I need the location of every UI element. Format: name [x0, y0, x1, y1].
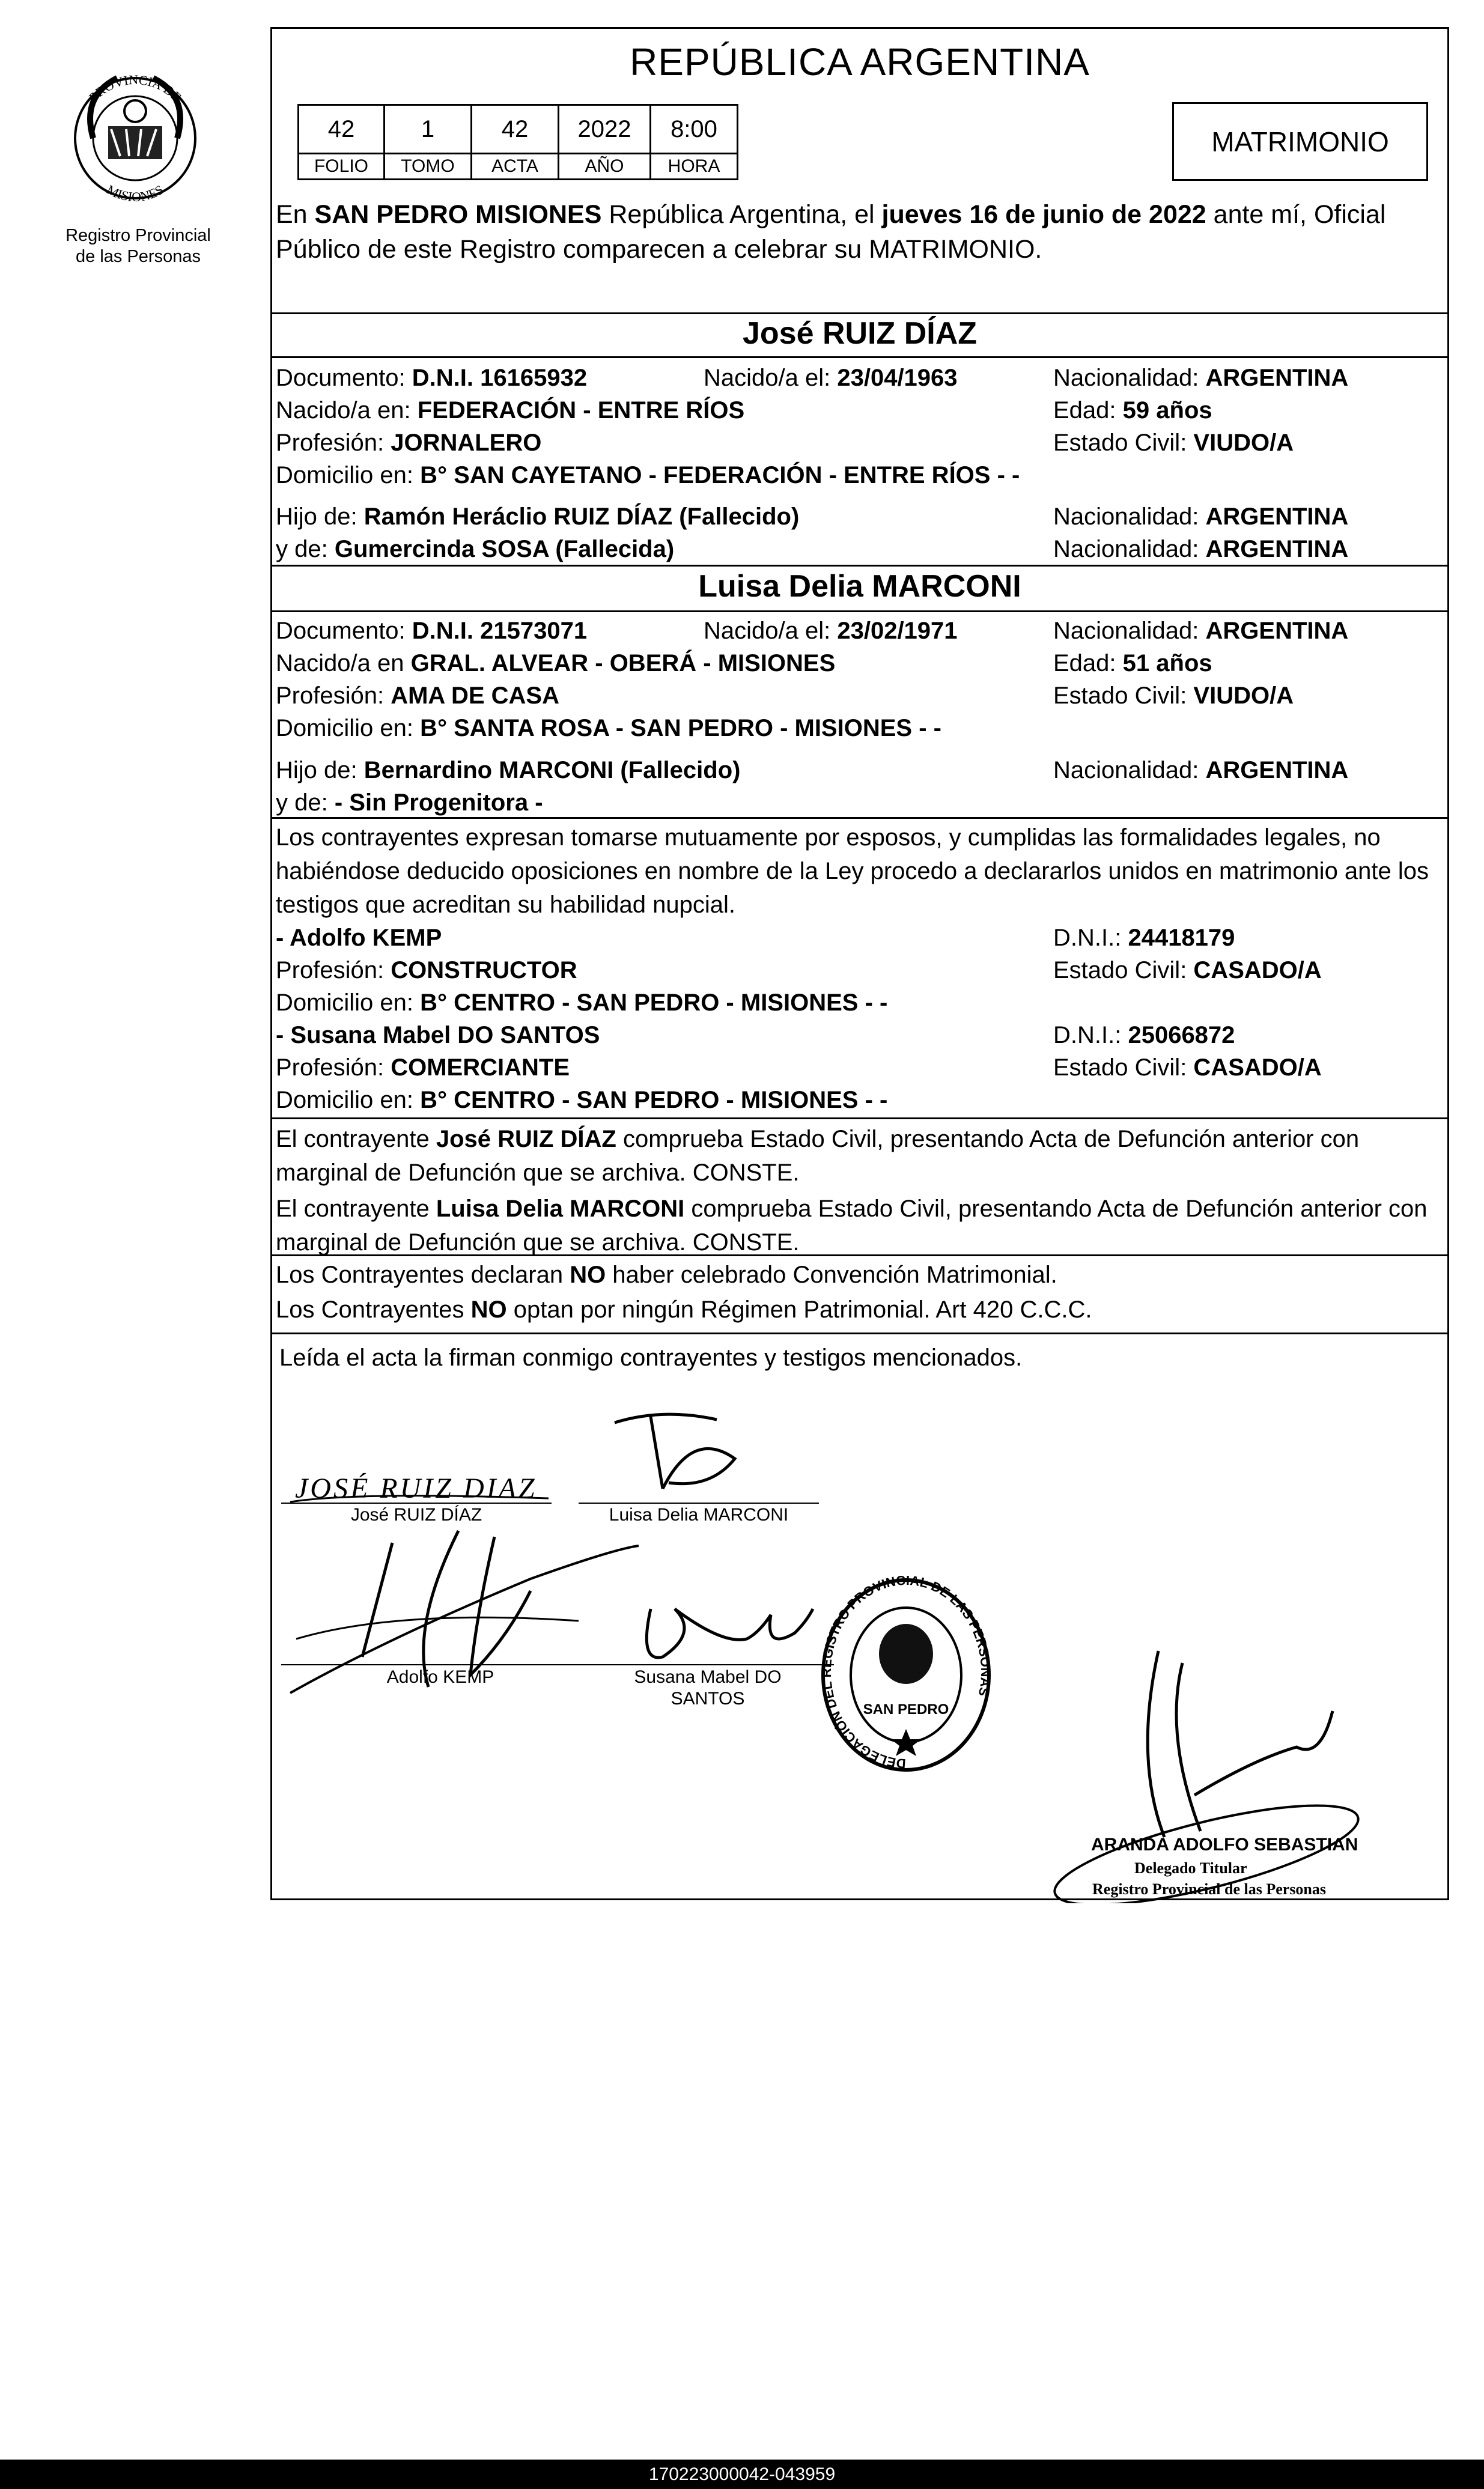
divider [272, 565, 1447, 567]
bride-birthdate: Nacido/a el: 23/02/1971 [704, 618, 958, 644]
groom-signature-line [281, 1503, 552, 1504]
groom-birthdate: Nacido/a el: 23/04/1963 [704, 365, 958, 391]
acta-label: ACTA [472, 154, 559, 180]
svg-text:DELEGACIÓN DEL REGISTRO PROVIN: DELEGACIÓN DEL REGISTRO PROVINCIAL DE LAS PERSONAS [819, 1576, 993, 1772]
witness1-signature-caption: Adolfo KEMP [386, 1667, 494, 1687]
document-barcode-id: 170223000042-043959 [0, 2460, 1484, 2489]
registry-caption: Registro Provincial de las Personas [65, 226, 211, 266]
hour-value: 8:00 [651, 105, 738, 154]
registry-logo [57, 60, 213, 216]
divider [272, 356, 1447, 358]
groom-father: Hijo de: Ramón Heráclio RUIZ DÍAZ (Fallecido) [276, 503, 800, 530]
groom-mother-nationality: Nacionalidad: ARGENTINA [1053, 536, 1349, 562]
svg-text:Delegado Titular: Delegado Titular [1134, 1859, 1247, 1877]
witness1-name: - Adolfo KEMP [276, 925, 442, 951]
witness2-signature-line [582, 1664, 834, 1665]
groom-birthplace: Nacido/a en: FEDERACIÓN - ENTRE RÍOS [276, 397, 745, 424]
bride-civil-proof: El contrayente Luisa Delia MARCONI comprueba Estado Civil, presentando Acta de Defunción anterior con marginal de Defunción que se archiva. CONSTE. [276, 1196, 1428, 1256]
divider [272, 1254, 1447, 1256]
groom-profession: Profesión: JORNALERO [276, 430, 542, 456]
witness1-address: Domicilio en: B° CENTRO - SAN PEDRO - MISIONES - - [276, 989, 888, 1016]
groom-civil-proof: El contrayente José RUIZ DÍAZ comprueba Estado Civil, presentando Acta de Defunción anterior con marginal de Defunción que se archiva. CONSTE. [276, 1126, 1360, 1186]
folio-label: FOLIO [299, 154, 385, 180]
bride-address: Domicilio en: B° SANTA ROSA - SAN PEDRO - MISIONES - - [276, 715, 941, 741]
svg-text:JOSÉ RUIZ DIAZ: JOSÉ RUIZ DIAZ [295, 1472, 537, 1504]
delegate-signature-block [1044, 1639, 1393, 1903]
divider [272, 1117, 1447, 1119]
bride-civil-status: Estado Civil: VIUDO/A [1053, 682, 1294, 709]
marriage-record [270, 27, 1449, 1900]
svg-text:Registro Provincial de las Per: Registro Provincial de las Personas [1092, 1880, 1327, 1898]
witness2-address: Domicilio en: B° CENTRO - SAN PEDRO - MISIONES - - [276, 1087, 888, 1113]
official-stamp [819, 1576, 993, 1774]
witness2-name: - Susana Mabel DO SANTOS [276, 1022, 600, 1048]
year-value: 2022 [559, 105, 651, 154]
bride-signature-line [579, 1503, 819, 1504]
bride-age: Edad: 51 años [1053, 650, 1212, 676]
groom-mother: y de: Gumercinda SOSA (Fallecida) [276, 536, 675, 562]
groom-address: Domicilio en: B° SAN CAYETANO - FEDERACIÓN - ENTRE RÍOS - - [276, 462, 1020, 488]
document-title: REPÚBLICA ARGENTINA [630, 40, 1090, 84]
groom-civil-status: Estado Civil: VIUDO/A [1053, 430, 1294, 456]
bride-father-nationality: Nacionalidad: ARGENTINA [1053, 757, 1349, 783]
bride-father: Hijo de: Bernardino MARCONI (Fallecido) [276, 757, 741, 783]
bride-name-heading: Luisa Delia MARCONI [698, 569, 1021, 604]
divider [272, 817, 1447, 819]
declaration-paragraph: Los contrayentes expresan tomarse mutuamente por esposos, y cumplidas las formalidades legales, no habiéndose deducido oposiciones en nombre de la Ley procedo a declararlos unidos en matrimonio ante los testigos que acreditan su habilidad nupcial. [276, 824, 1429, 918]
record-fields-grid [297, 104, 738, 180]
witness2-signature-caption: Susana Mabel DO SANTOS [634, 1667, 782, 1709]
svg-text:SAN PEDRO: SAN PEDRO [863, 1701, 949, 1718]
witness1-profession: Profesión: CONSTRUCTOR [276, 957, 577, 983]
witness2-signature [627, 1597, 825, 1669]
groom-age: Edad: 59 años [1053, 397, 1212, 424]
hour-label: HORA [651, 154, 738, 180]
bride-signature-caption: Luisa Delia MARCONI [609, 1505, 789, 1525]
witness2-dni: D.N.I.: 25066872 [1053, 1022, 1235, 1048]
bride-mother: y de: - Sin Progenitora - [276, 789, 543, 816]
bride-profession: Profesión: AMA DE CASA [276, 682, 559, 709]
witness1-dni: D.N.I.: 24418179 [1053, 925, 1235, 951]
svg-text:PROVINCIA DE: PROVINCIA DE [85, 71, 185, 105]
groom-father-nationality: Nacionalidad: ARGENTINA [1053, 503, 1349, 530]
intro-paragraph: En SAN PEDRO MISIONES República Argentina, el jueves 16 de junio de 2022 ante mí, Oficial Público de este Registro comparecen a celebrar su MATRIMONIO. [276, 200, 1386, 264]
bride-document: Documento: D.N.I. 21573071 [276, 618, 588, 644]
witness2-civil-status: Estado Civil: CASADO/A [1053, 1054, 1322, 1081]
svg-text:ARANDA ADOLFO SEBASTIAN: ARANDA ADOLFO SEBASTIAN [1091, 1835, 1358, 1855]
record-type-box: MATRIMONIO [1172, 102, 1428, 181]
witness2-profession: Profesión: COMERCIANTE [276, 1054, 570, 1081]
acta-value: 42 [472, 105, 559, 154]
groom-signature-caption: José RUIZ DÍAZ [350, 1505, 482, 1525]
bride-nationality: Nacionalidad: ARGENTINA [1053, 618, 1349, 644]
year-label: AÑO [559, 154, 651, 180]
divider [272, 610, 1447, 612]
tomo-label: TOMO [385, 154, 472, 180]
divider [272, 1333, 1447, 1334]
groom-document: Documento: D.N.I. 16165932 [276, 365, 588, 391]
divider [272, 312, 1447, 314]
witness1-civil-status: Estado Civil: CASADO/A [1053, 957, 1322, 983]
closing-statement: Leída el acta la firman conmigo contrayentes y testigos mencionados. [279, 1345, 1023, 1371]
convention-statement: Los Contrayentes declaran NO haber celebrado Convención Matrimonial. [276, 1262, 1057, 1288]
folio-value: 42 [299, 105, 385, 154]
groom-nationality: Nacionalidad: ARGENTINA [1053, 365, 1349, 391]
bride-birthplace: Nacido/a en GRAL. ALVEAR - OBERÁ - MISIONES [276, 650, 836, 676]
tomo-value: 1 [385, 105, 472, 154]
groom-name-heading: José RUIZ DÍAZ [742, 316, 978, 351]
svg-text:MISIONES: MISIONES [104, 181, 166, 205]
regime-statement: Los Contrayentes NO optan por ningún Régimen Patrimonial. Art 420 C.C.C. [276, 1296, 1092, 1323]
witness1-signature-line [281, 1664, 600, 1665]
